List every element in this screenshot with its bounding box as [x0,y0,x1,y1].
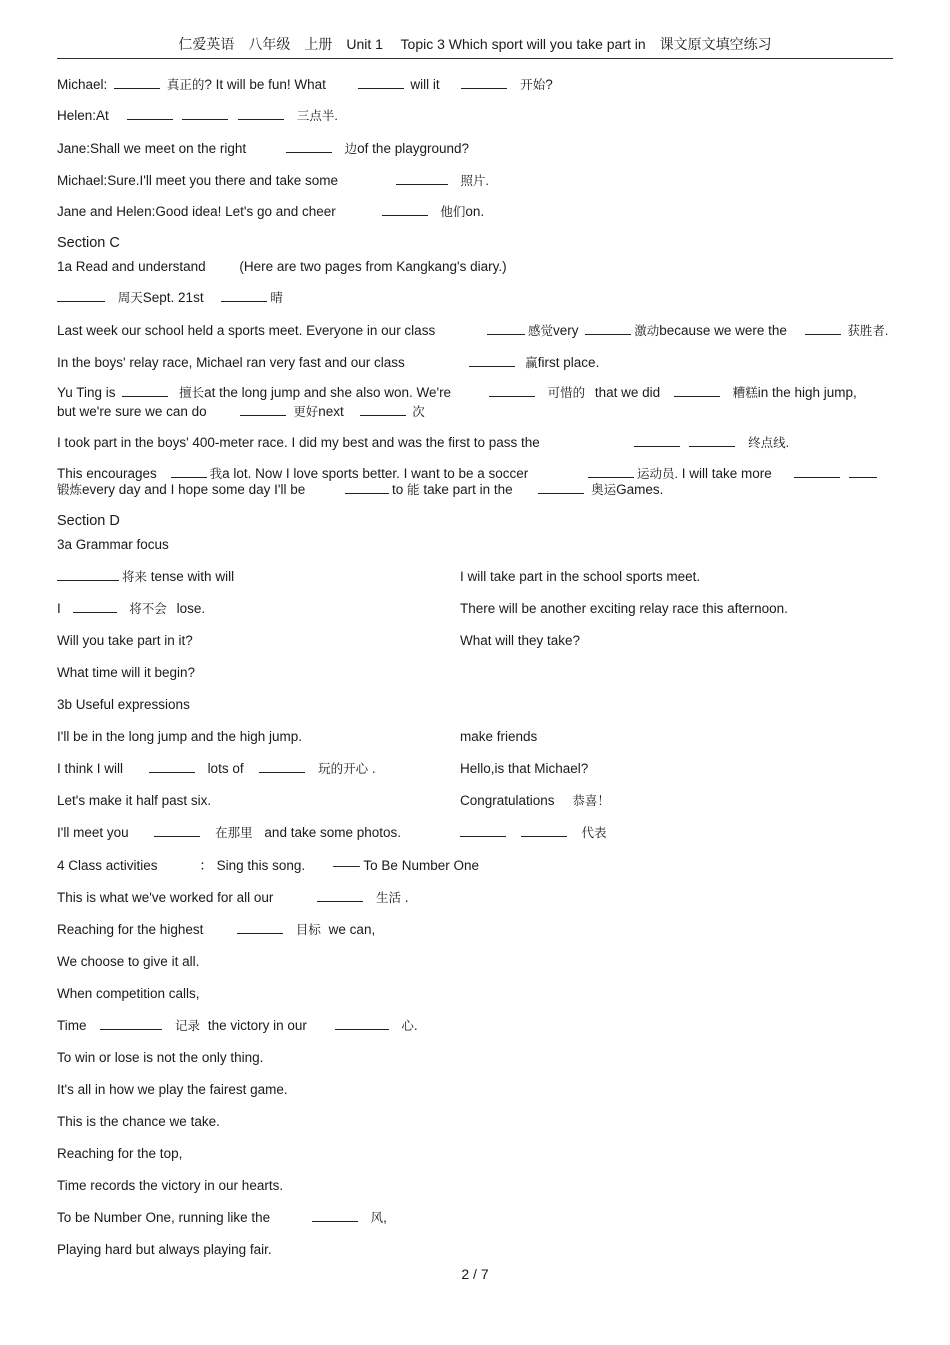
grammar-right-2: There will be another exciting relay race this afternoon. [460,601,788,616]
chinese-hint: 能 [407,483,420,497]
answer-blank[interactable] [100,1028,162,1030]
answer-blank[interactable] [634,445,680,447]
useful-right-4 [460,824,607,842]
grammar-left-4: What time will it begin? [57,665,196,680]
text: In the boys' relay race, Michael ran very fast and our class [57,355,405,370]
answer-blank[interactable] [460,835,506,837]
answer-blank[interactable] [585,333,631,335]
answer-blank[interactable] [312,1220,358,1222]
text: a lot. Now I love sports better. I want to be a soccer [222,466,529,481]
song-line-10: Time records the victory in our hearts. [57,1178,284,1193]
chinese-hint: 周天 [117,291,143,305]
chinese-hint: 目标 [295,923,321,937]
answer-blank[interactable] [221,300,267,302]
text: . [404,890,409,905]
chinese-hint: 风 [370,1211,384,1225]
song-line-3: We choose to give it all. [57,954,200,969]
text: 4 Class activities [57,858,158,873]
text: very [552,323,579,338]
answer-blank[interactable] [538,492,584,494]
dialogue-line-4 [57,172,897,190]
text: Sing this song. [216,858,306,873]
useful-right-1: make friends [460,729,538,744]
chinese-hint: 次 [412,405,425,419]
answer-blank[interactable] [358,87,404,89]
answer-blank[interactable] [396,183,448,185]
dialogue-line-2 [57,107,897,125]
answer-blank[interactable] [149,771,195,773]
text: lose. [176,601,206,616]
answer-blank[interactable] [57,300,105,302]
answer-blank[interactable] [521,835,567,837]
chinese-hint: 运动员. [637,467,678,481]
chinese-hint: 将不会 [129,602,167,616]
answer-blank[interactable] [335,1028,389,1030]
text: but we're sure we can do [57,404,207,419]
diary-paragraph-2 [57,354,897,372]
answer-blank[interactable] [487,333,525,335]
chinese-hint: 将来 [122,570,148,584]
useful-right-3 [460,792,610,810]
text: I think I will [57,761,124,776]
chinese-hint: 擅长 [179,386,205,400]
answer-blank[interactable] [360,414,406,416]
text: —— [332,858,360,873]
text: every day and I hope some day I'll be [82,482,306,497]
text: will it [410,77,440,92]
text: I will take more [681,466,772,481]
useful-left-3: Let's make it half past six. [57,793,212,808]
chinese-hint: 边 [344,142,358,156]
class-activities-line [57,857,897,874]
answer-blank[interactable] [154,835,200,837]
answer-blank[interactable] [805,333,841,335]
song-name: To Be Number One [363,858,479,873]
chinese-hint: 糟糕 [732,386,758,400]
text: ： [199,858,213,873]
dialogue-line-3 [57,140,897,158]
answer-blank[interactable] [122,395,168,397]
text: ? [545,77,553,92]
answer-blank[interactable] [461,87,507,89]
chinese-hint: 激动 [634,324,660,338]
song-line-9: Reaching for the top, [57,1146,183,1161]
text: we can, [328,922,376,937]
song-line-1 [57,889,897,907]
text: (Here are two pages from Kangkang's diary.) [239,259,507,274]
dialogue-line-5 [57,203,897,221]
chinese-hint: 代表 [581,826,607,840]
text: first place. [537,355,600,370]
text: Jane:Shall we meet on the right [57,141,247,156]
text: Jane and Helen:Good idea! Let's go and cheer [57,204,336,219]
song-line-7: It's all in how we play the fairest game. [57,1082,288,1097]
section-c-subtitle [57,258,897,275]
text: Games. [616,482,664,497]
chinese-hint: 获胜者. [847,324,889,338]
text: to [392,482,404,497]
chinese-hint: 晴 [270,291,283,305]
grammar-focus-title: 3a Grammar focus [57,537,169,552]
text: , [383,1210,387,1225]
chinese-hint: 我 [209,467,223,481]
chinese-hint: 记录 [175,1019,201,1033]
chinese-hint: 终点线. [748,436,790,450]
text: I took part in the boys' 400-meter race. I did my best and was the first to pass the [57,435,540,450]
answer-blank[interactable] [57,579,119,581]
answer-blank[interactable] [171,476,207,478]
answer-blank[interactable] [489,395,535,397]
chinese-hint: 照片. [460,174,489,188]
text: Last week our school held a sports meet. Everyone in our class [57,323,436,338]
grammar-right-1: I will take part in the school sports meet. [460,569,701,584]
answer-blank[interactable] [674,395,720,397]
text: of the playground? [357,141,470,156]
text: next [318,404,344,419]
speaker: Helen:At [57,108,109,123]
text: Michael:Sure.I'll meet you there and take some [57,173,338,188]
answer-blank[interactable] [689,445,735,447]
text: at the long jump and she also won. We're [204,385,452,400]
chinese-hint: 可惜的 [547,386,586,400]
answer-blank[interactable] [849,476,877,478]
text: and take some photos. [264,825,402,840]
diary-paragraph-4 [57,434,897,452]
text: . [413,1018,418,1033]
answer-blank[interactable] [182,118,228,120]
text: take part in the [423,482,513,497]
text: lots of [207,761,244,776]
text: Congratulations [460,793,555,808]
answer-blank[interactable] [794,476,840,478]
chinese-hint: 他们 [440,205,466,219]
section-d-title: Section D [57,513,120,529]
chinese-hint: 真正的 [166,78,205,92]
song-line-4: When competition calls, [57,986,200,1001]
chinese-hint: 生活 [375,891,401,905]
text: I [57,601,61,616]
diary-date-line [57,289,897,307]
song-line-6: To win or lose is not the only thing. [57,1050,264,1065]
text: 1a Read and understand [57,259,206,274]
text: Sept. 21st [142,290,204,305]
diary-paragraph-1 [57,322,897,340]
diary-paragraph-5 [57,466,897,498]
chinese-hint: 锻炼 [57,483,83,497]
text: To be Number One, running like the [57,1210,271,1225]
page-header: 仁爱英语 八年级 上册 Unit 1 Topic 3 Which sport will you take part in 课文原文填空练习 [57,34,893,59]
answer-blank[interactable] [240,414,286,416]
chinese-hint: 更好 [293,405,319,419]
chinese-hint: 玩的开心 [318,762,369,776]
text: because we were the [659,323,787,338]
text: tense with will [150,569,235,584]
text: Time [57,1018,87,1033]
chinese-hint: 感觉 [527,324,553,338]
text: This is what we've worked for all our [57,890,274,905]
useful-expressions-title: 3b Useful expressions [57,697,190,712]
dialogue-line-1 [57,76,897,94]
chinese-hint: 心 [401,1019,414,1033]
answer-blank[interactable] [238,118,284,120]
chinese-hint: 赢 [525,356,538,370]
text: Reaching for the highest [57,922,204,937]
answer-blank[interactable] [114,87,160,89]
answer-blank[interactable] [382,214,428,216]
answer-blank[interactable] [317,900,363,902]
grammar-right-3: What will they take? [460,633,581,648]
song-line-2 [57,921,897,939]
speaker: Michael: [57,77,108,92]
song-line-11 [57,1209,897,1227]
text: in the high jump, [757,385,857,400]
answer-blank[interactable] [588,476,634,478]
useful-left-1: I'll be in the long jump and the high jump. [57,729,302,744]
text: ? It will be fun! What [204,77,326,92]
song-line-12: Playing hard but always playing fair. [57,1242,272,1257]
answer-blank[interactable] [469,365,515,367]
useful-right-2: Hello,is that Michael? [460,761,589,776]
text: the victory in our [207,1018,307,1033]
song-line-8: This is the chance we take. [57,1114,220,1129]
text: that we did [594,385,661,400]
page-number: 2 / 7 [461,1266,489,1282]
answer-blank[interactable] [127,118,173,120]
answer-blank[interactable] [237,932,283,934]
answer-blank[interactable] [73,611,117,613]
chinese-hint: 三点半. [296,109,338,123]
text: . [371,761,376,776]
answer-blank[interactable] [286,151,332,153]
text: This encourages [57,466,157,481]
chinese-hint: 开始 [520,78,546,92]
text: on. [465,204,485,219]
chinese-hint: 在那里 [215,826,253,840]
answer-blank[interactable] [259,771,305,773]
section-c-title: Section C [57,235,120,251]
diary-paragraph-3 [57,385,897,420]
answer-blank[interactable] [345,492,389,494]
chinese-hint: 恭喜！ [572,794,610,808]
text: I'll meet you [57,825,129,840]
song-line-5 [57,1017,897,1035]
chinese-hint: 奥运 [591,483,617,497]
grammar-left-3: Will you take part in it? [57,633,193,648]
text: Yu Ting is [57,385,116,400]
